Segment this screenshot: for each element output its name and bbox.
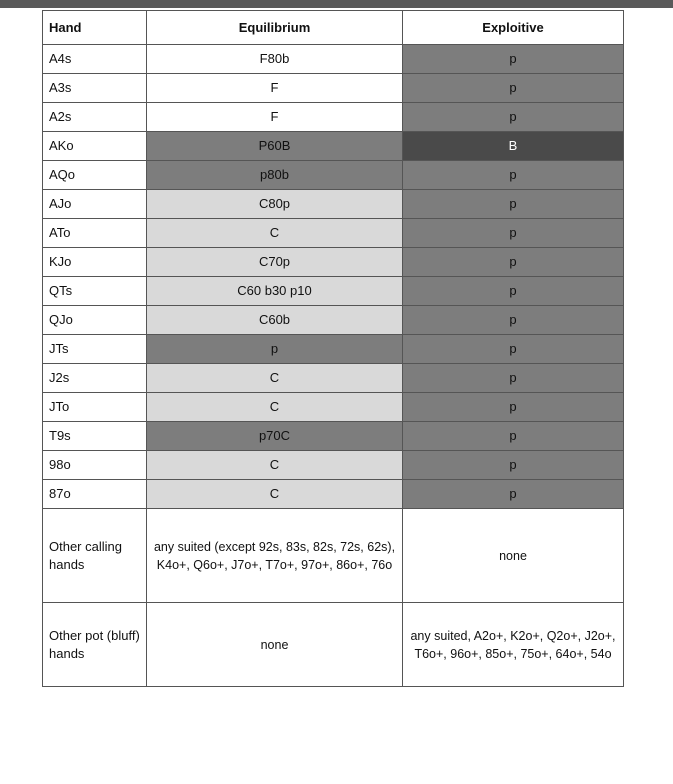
table-row	[43, 422, 624, 451]
equilibrium-cell: C60 b30 p10	[147, 277, 403, 306]
exploitive-cell: p	[403, 480, 624, 509]
hand-cell: AKo	[43, 132, 147, 161]
equilibrium-cell: F	[147, 74, 403, 103]
equilibrium-cell: C	[147, 364, 403, 393]
other-bluff-equilibrium: none	[147, 603, 403, 687]
hand-cell: T9s	[43, 422, 147, 451]
other-bluff-exploitive: any suited, A2o+, K2o+, Q2o+, J2o+, T6o+, 96o+, 85o+, 75o+, 64o+, 54o	[403, 603, 624, 687]
other-calling-equilibrium: any suited (except 92s, 83s, 82s, 72s, 62s), K4o+, Q6o+, J7o+, T7o+, 97o+, 86o+, 76o	[147, 509, 403, 603]
exploitive-cell: p	[403, 422, 624, 451]
exploitive-cell: p	[403, 393, 624, 422]
other-calling-exploitive: none	[403, 509, 624, 603]
hand-cell: A2s	[43, 103, 147, 132]
other-calling-row	[43, 509, 624, 603]
hand-cell: A4s	[43, 45, 147, 74]
table-row	[43, 306, 624, 335]
hand-cell: A3s	[43, 74, 147, 103]
hand-cell: 98o	[43, 451, 147, 480]
table-row	[43, 74, 624, 103]
equilibrium-cell: C	[147, 480, 403, 509]
table-row	[43, 480, 624, 509]
equilibrium-cell: C70p	[147, 248, 403, 277]
hand-cell: ATo	[43, 219, 147, 248]
equilibrium-cell: p	[147, 335, 403, 364]
hand-cell: AJo	[43, 190, 147, 219]
exploitive-cell: p	[403, 277, 624, 306]
table-row	[43, 248, 624, 277]
table-row	[43, 190, 624, 219]
exploitive-cell: p	[403, 74, 624, 103]
table-row	[43, 277, 624, 306]
hand-cell: JTo	[43, 393, 147, 422]
hand-cell: KJo	[43, 248, 147, 277]
equilibrium-cell: p70C	[147, 422, 403, 451]
table-row	[43, 219, 624, 248]
table-row	[43, 393, 624, 422]
exploitive-column-header: Exploitive	[403, 11, 624, 45]
other-bluff-label: Other pot (bluff) hands	[43, 603, 147, 687]
exploitive-cell: p	[403, 306, 624, 335]
table-row	[43, 161, 624, 190]
equilibrium-cell: P60B	[147, 132, 403, 161]
hand-cell: QJo	[43, 306, 147, 335]
exploitive-cell: p	[403, 190, 624, 219]
hand-cell: JTs	[43, 335, 147, 364]
hand-cell: 87o	[43, 480, 147, 509]
header-row	[43, 11, 624, 45]
hand-cell: AQo	[43, 161, 147, 190]
exploitive-cell: p	[403, 45, 624, 74]
table-row	[43, 451, 624, 480]
equilibrium-column-header: Equilibrium	[147, 11, 403, 45]
other-calling-label: Other calling hands	[43, 509, 147, 603]
equilibrium-cell: C80p	[147, 190, 403, 219]
exploitive-cell: p	[403, 248, 624, 277]
top-rule	[0, 0, 673, 8]
table-row	[43, 45, 624, 74]
exploitive-cell: B	[403, 132, 624, 161]
table-row	[43, 132, 624, 161]
equilibrium-cell: p80b	[147, 161, 403, 190]
table-row	[43, 364, 624, 393]
hand-column-header: Hand	[43, 11, 147, 45]
table-row	[43, 335, 624, 364]
strategy-table	[42, 10, 624, 687]
exploitive-cell: p	[403, 335, 624, 364]
equilibrium-cell: F	[147, 103, 403, 132]
exploitive-cell: p	[403, 161, 624, 190]
equilibrium-cell: F80b	[147, 45, 403, 74]
exploitive-cell: p	[403, 103, 624, 132]
equilibrium-cell: C	[147, 393, 403, 422]
equilibrium-cell: C	[147, 451, 403, 480]
exploitive-cell: p	[403, 219, 624, 248]
exploitive-cell: p	[403, 451, 624, 480]
hand-cell: QTs	[43, 277, 147, 306]
other-bluff-row	[43, 603, 624, 687]
equilibrium-cell: C60b	[147, 306, 403, 335]
exploitive-cell: p	[403, 364, 624, 393]
hand-cell: J2s	[43, 364, 147, 393]
table-row	[43, 103, 624, 132]
equilibrium-cell: C	[147, 219, 403, 248]
